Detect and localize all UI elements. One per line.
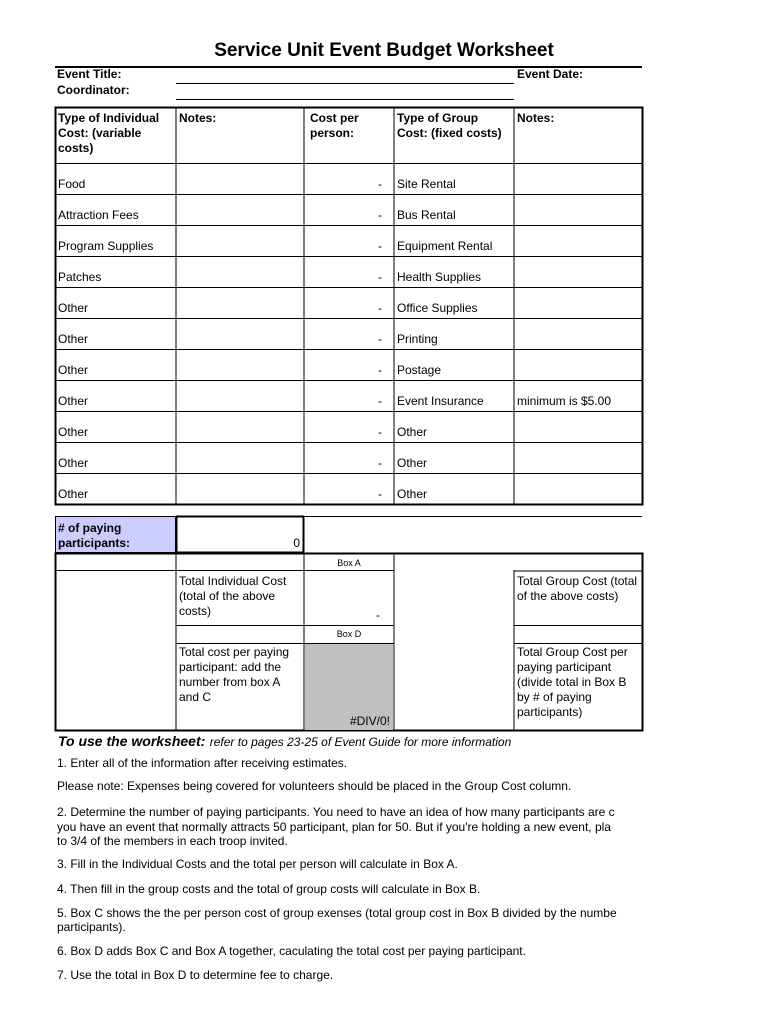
individual-cost-type: Other bbox=[58, 456, 89, 470]
cost-per-paying-label: Total cost per paying participant: add the number from box A and C bbox=[179, 645, 290, 704]
individual-notes-cell[interactable] bbox=[177, 350, 303, 380]
group-cost-type: Equipment Rental bbox=[397, 239, 493, 253]
instruction-line-2c: to 3/4 of the members in each troop invited. bbox=[57, 834, 288, 848]
group-cost-type: Event Insurance bbox=[397, 394, 484, 408]
group-cost-type: Health Supplies bbox=[397, 270, 482, 284]
instruction-line-7: 7. Use the total in Box D to determine fee to charge. bbox=[57, 968, 334, 982]
instruction-line-6: 6. Box D adds Box C and Box A together, caculating the total cost per paying participant. bbox=[57, 944, 526, 958]
individual-notes-cell[interactable] bbox=[177, 443, 303, 473]
group-cost-type: Other bbox=[397, 425, 428, 439]
individual-notes-cell[interactable] bbox=[177, 195, 303, 225]
col-header-notes-2: Notes: bbox=[517, 111, 555, 125]
box-d-label: Box D bbox=[336, 629, 362, 639]
coordinator-label: Coordinator: bbox=[57, 83, 130, 97]
individual-notes-cell[interactable] bbox=[177, 412, 303, 442]
instruction-line-3: 3. Fill in the Individual Costs and the total per person will calculate in Box A. bbox=[57, 857, 458, 871]
instructions-subheading: refer to pages 23-25 of Event Guide for more information bbox=[209, 735, 512, 749]
individual-cost-type: Other bbox=[58, 394, 89, 408]
total-individual-value: - bbox=[376, 608, 380, 622]
individual-cost-type: Patches bbox=[58, 270, 102, 284]
total-individual-label: Total Individual Cost (total of the above costs) bbox=[179, 574, 287, 618]
cost-per-person-value[interactable]: - bbox=[378, 177, 382, 191]
individual-cost-type: Other bbox=[58, 425, 89, 439]
cost-per-person-value[interactable]: - bbox=[378, 301, 382, 315]
individual-cost-type: Food bbox=[58, 177, 86, 191]
individual-notes-cell[interactable] bbox=[177, 164, 303, 194]
individual-cost-type: Program Supplies bbox=[58, 239, 154, 253]
individual-cost-type: Other bbox=[58, 332, 89, 346]
box-a-label: Box A bbox=[337, 558, 361, 568]
page-title: Service Unit Event Budget Worksheet bbox=[214, 40, 554, 61]
cost-per-person-value[interactable]: - bbox=[378, 363, 382, 377]
individual-cost-type: Attraction Fees bbox=[58, 208, 139, 222]
instruction-line-4: 4. Then fill in the group costs and the total of group costs will calculate in Box B. bbox=[57, 882, 481, 896]
participants-label: # of paying participants: bbox=[58, 521, 131, 550]
event-title-label: Event Title: bbox=[57, 67, 122, 81]
individual-cost-type: Other bbox=[58, 487, 89, 501]
group-cost-type: Bus Rental bbox=[397, 208, 456, 222]
col-header-individual-type: Type of Individual Cost: (variable costs) bbox=[58, 111, 160, 155]
individual-notes-cell[interactable] bbox=[177, 226, 303, 256]
individual-notes-cell[interactable] bbox=[177, 381, 303, 411]
event-date-label: Event Date: bbox=[517, 67, 584, 81]
cost-per-person-value[interactable]: - bbox=[378, 425, 382, 439]
group-per-paying-label: Total Group Cost per paying participant (divide total in Box B by # of paying participants) bbox=[517, 645, 628, 719]
group-cost-type: Postage bbox=[397, 363, 442, 377]
cost-per-person-value[interactable]: - bbox=[378, 394, 382, 408]
instructions-heading-row bbox=[58, 733, 511, 751]
group-notes-cell[interactable]: minimum is $5.00 bbox=[517, 394, 612, 408]
individual-notes-cell[interactable] bbox=[177, 319, 303, 349]
instruction-line-note: Please note: Expenses being covered for volunteers should be placed in the Group Cost column. bbox=[57, 779, 572, 793]
cost-per-person-value[interactable]: - bbox=[378, 456, 382, 470]
individual-notes-cell[interactable] bbox=[177, 288, 303, 318]
participants-value[interactable]: 0 bbox=[293, 536, 300, 550]
instruction-line-2a: 2. Determine the number of paying participants. You need to have an idea of how many participants are c bbox=[57, 805, 615, 819]
cost-per-paying-value: #DIV/0! bbox=[349, 714, 390, 728]
individual-cost-type: Other bbox=[58, 363, 89, 377]
group-cost-type: Site Rental bbox=[397, 177, 456, 191]
col-header-cost-per-person: Cost per person: bbox=[310, 111, 359, 140]
group-cost-type: Office Supplies bbox=[397, 301, 478, 315]
group-cost-type: Other bbox=[397, 456, 428, 470]
group-cost-type: Printing bbox=[397, 332, 438, 346]
cost-per-person-value[interactable]: - bbox=[378, 487, 382, 501]
individual-notes-cell[interactable] bbox=[177, 474, 303, 504]
instructions-heading: To use the worksheet: bbox=[58, 733, 206, 749]
col-header-group-type: Type of Group Cost: (fixed costs) bbox=[397, 111, 502, 140]
individual-notes-cell[interactable] bbox=[177, 257, 303, 287]
cost-per-person-value[interactable]: - bbox=[378, 208, 382, 222]
cost-per-person-value[interactable]: - bbox=[378, 239, 382, 253]
cost-per-person-value[interactable]: - bbox=[378, 270, 382, 284]
group-cost-type: Other bbox=[397, 487, 428, 501]
total-group-label: Total Group Cost (total of the above costs) bbox=[517, 574, 638, 603]
individual-cost-type: Other bbox=[58, 301, 89, 315]
instruction-line-2b: you have an event that normally attracts 50 participant, plan for 50. But if you're holding a new event, pla bbox=[57, 820, 611, 834]
cost-per-person-value[interactable]: - bbox=[378, 332, 382, 346]
col-header-notes-1: Notes: bbox=[179, 111, 217, 125]
instruction-line-5a: 5. Box C shows the the per person cost of group exenses (total group cost in Box B divided by the numbe bbox=[57, 906, 617, 920]
instruction-line-5b: participants). bbox=[57, 920, 126, 934]
instruction-line-1: 1. Enter all of the information after receiving estimates. bbox=[57, 756, 348, 770]
